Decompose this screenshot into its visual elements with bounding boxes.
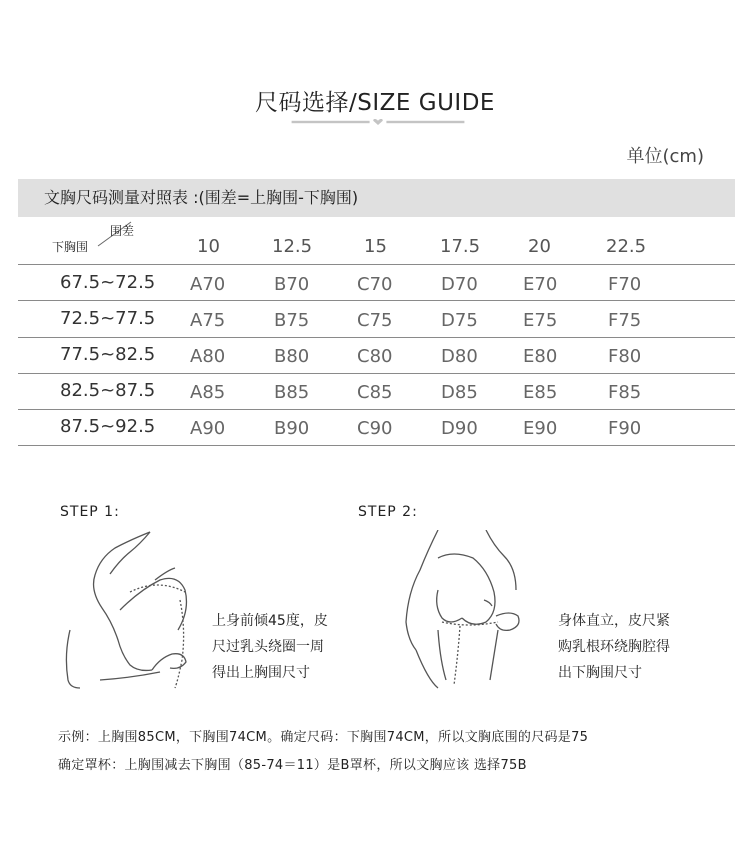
table-divider: [18, 337, 735, 338]
table-cell: E85: [523, 382, 558, 403]
table-divider: [18, 409, 735, 410]
step1-label: STEP 1:: [60, 504, 120, 520]
table-divider: [18, 445, 735, 446]
step2-label: STEP 2:: [358, 504, 418, 520]
table-cell: E80: [523, 346, 558, 367]
table-cell: F90: [608, 418, 642, 439]
table-cell: C75: [357, 310, 393, 331]
table-cell: D75: [441, 310, 478, 331]
table-row: [0, 412, 750, 448]
table-cell: A70: [190, 274, 226, 295]
table-cell: B85: [274, 382, 310, 403]
table-cell: F75: [608, 310, 642, 331]
heart-icon: [373, 119, 383, 125]
row-label: 87.5~92.5: [60, 416, 156, 437]
table-cell: C80: [357, 346, 393, 367]
row-label: 72.5~77.5: [60, 308, 156, 329]
step2-illustration: [398, 530, 548, 690]
table-cell: D70: [441, 274, 478, 295]
step1-instructions: [212, 608, 328, 686]
table-cell: F70: [608, 274, 642, 295]
table-cell: D85: [441, 382, 478, 403]
column-header: 22.5: [606, 236, 647, 257]
table-cell: D80: [441, 346, 478, 367]
page-title: 尺码选择/SIZE GUIDE: [255, 90, 495, 116]
step1-line: 得出上胸围尺寸: [212, 665, 310, 681]
table-cell: A90: [190, 418, 226, 439]
column-header: 12.5: [272, 236, 313, 257]
table-cell: C70: [357, 274, 393, 295]
row-label: 67.5~72.5: [60, 272, 156, 293]
step1-line: 尺过乳头绕圈一周: [212, 639, 324, 655]
row-label: 82.5~87.5: [60, 380, 156, 401]
table-cell: A80: [190, 346, 226, 367]
column-header: 10: [197, 236, 220, 257]
table-cell: E75: [523, 310, 558, 331]
table-cell: B80: [274, 346, 310, 367]
table-cell: B90: [274, 418, 310, 439]
corner-cell: [18, 218, 134, 264]
table-cell: F85: [608, 382, 642, 403]
table-cell: E90: [523, 418, 558, 439]
table-cell: A85: [190, 382, 226, 403]
table-cell: C85: [357, 382, 393, 403]
table-row: [0, 304, 750, 340]
table-row: [0, 340, 750, 376]
title-divider: [234, 119, 522, 125]
column-header: 17.5: [440, 236, 481, 257]
step2-line: 身体直立，皮尺紧: [558, 613, 670, 629]
table-cell: E70: [523, 274, 558, 295]
column-header: 20: [528, 236, 551, 257]
step2-line: 购乳根环绕胸腔得: [558, 639, 670, 655]
table-cell: C90: [357, 418, 393, 439]
unit-label: 单位(cm): [626, 146, 704, 167]
table-cell: F80: [608, 346, 642, 367]
step2-line: 出下胸围尺寸: [558, 665, 642, 681]
table-divider: [18, 373, 735, 374]
table-row: [0, 268, 750, 304]
example-line2: 确定罩杯：上胸围减去下胸围（85-74＝11）是B罩杯，所以文胸应该 选择75B: [58, 758, 527, 773]
corner-bottom-label: 下胸围: [52, 240, 89, 254]
column-header: 15: [364, 236, 387, 257]
table-cell: B70: [274, 274, 310, 295]
table-cell: D90: [441, 418, 478, 439]
example-line1: 示例：上胸围85CM，下胸围74CM。确定尺码：下胸围74CM，所以文胸底围的尺码是75: [58, 730, 589, 745]
table-caption: 文胸尺码测量对照表 :(围差=上胸围-下胸围): [18, 179, 735, 217]
row-label: 77.5~82.5: [60, 344, 156, 365]
corner-top-label: 围差: [110, 224, 135, 238]
table-cell: A75: [190, 310, 226, 331]
table-divider: [18, 264, 735, 265]
table-row: [0, 376, 750, 412]
table-cell: B75: [274, 310, 310, 331]
table-divider: [18, 300, 735, 301]
step1-line: 上身前倾45度，皮: [212, 613, 328, 629]
step1-illustration: [60, 530, 210, 690]
step2-instructions: [558, 608, 670, 686]
